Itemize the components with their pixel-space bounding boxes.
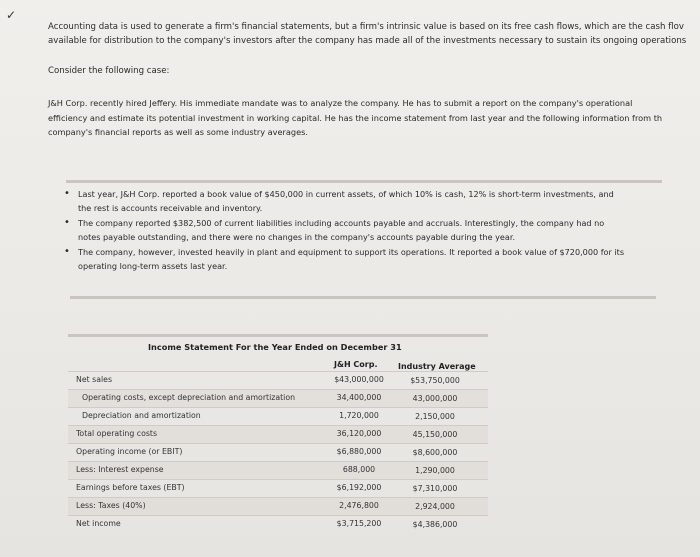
list-item	[60, 245, 660, 273]
industry-value: $4,386,000	[412, 520, 458, 529]
bullet-line: the rest is accounts receivable and inventory.	[78, 203, 263, 213]
company-value: 2,476,800	[339, 501, 379, 510]
industry-value: $8,600,000	[412, 448, 458, 457]
divider	[70, 296, 656, 299]
row-label: Operating costs, except depreciation and amortization	[82, 393, 296, 402]
divider	[66, 180, 662, 183]
table-row	[68, 461, 488, 479]
bullet-line: • The company, however, invested heavily in plant and equipment to support its operations. It reported a book value of $720,000 for its	[78, 247, 625, 257]
intro-line: Accounting data is used to generate a firm's financial statements, but a firm's intrinsic value is based on its free cash flows, which are the cash flov	[48, 22, 684, 32]
industry-value: 2,150,000	[415, 412, 455, 421]
row-label: Less: Interest expense	[76, 465, 164, 474]
industry-value: $7,310,000	[412, 484, 458, 493]
row-label: Operating income (or EBIT)	[76, 447, 183, 456]
table-row	[68, 497, 488, 515]
column-header-industry: Industry Average	[398, 362, 476, 371]
company-value: $6,880,000	[336, 447, 382, 456]
bullet-line: • The company reported $382,500 of current liabilities including accounts payable and accruals. Interestingly, the company had no	[78, 218, 605, 228]
company-value: 688,000	[342, 465, 376, 474]
row-label: Net income	[76, 519, 121, 528]
bullet-line: • Last year, J&H Corp. reported a book value of $450,000 in current assets, of which 10% is cash, 12% is short-term investments, and	[78, 189, 614, 199]
table-row	[68, 443, 488, 461]
industry-value: 1,290,000	[415, 466, 455, 475]
industry-value: 43,000,000	[412, 394, 458, 403]
case-line: company's financial reports as well as some industry averages.	[48, 127, 309, 137]
bullet-line: notes payable outstanding, and there were no changes in the company's accounts payable during the year.	[78, 232, 516, 242]
table-title: Income Statement For the Year Ended on December 31	[148, 342, 402, 352]
case-line: J&H Corp. recently hired Jeffery. His immediate mandate was to analyze the company. He has to submit a report on the company's operational	[48, 98, 633, 108]
row-label: Earnings before taxes (EBT)	[76, 483, 185, 492]
case-line: efficiency and estimate its potential investment in working capital. He has the income statement from last year and the following information from th	[48, 112, 663, 123]
industry-value: 45,150,000	[412, 430, 458, 439]
consider-label: Consider the following case:	[48, 66, 170, 76]
divider	[68, 334, 488, 337]
company-value: $43,000,000	[334, 375, 384, 384]
case-bullet-list	[60, 187, 660, 274]
list-item	[60, 187, 660, 215]
row-label: Depreciation and amortization	[82, 411, 201, 420]
list-item	[60, 216, 660, 244]
company-value: 36,120,000	[336, 429, 382, 438]
table-row	[68, 407, 488, 425]
intro-paragraph	[48, 20, 698, 48]
row-label: Total operating costs	[76, 429, 158, 438]
intro-line: available for distribution to the company's investors after the company has made all of the investments necessary to sustain its ongoing operations	[48, 36, 687, 46]
industry-value: $53,750,000	[410, 376, 460, 385]
company-value: 34,400,000	[336, 393, 382, 402]
industry-value: 2,924,000	[415, 502, 455, 511]
row-label: Less: Taxes (40%)	[76, 501, 146, 510]
check-icon: ✓	[6, 8, 17, 22]
company-value: $3,715,200	[336, 519, 382, 528]
table-row	[68, 371, 488, 389]
bullet-line: operating long-term assets last year.	[78, 261, 228, 271]
company-value: $6,192,000	[336, 483, 382, 492]
table-row	[68, 425, 488, 443]
table-row	[68, 389, 488, 407]
company-value: 1,720,000	[339, 411, 379, 420]
row-label: Net sales	[76, 375, 113, 384]
case-paragraph	[48, 96, 698, 140]
column-header-company: J&H Corp.	[334, 360, 378, 369]
table-row	[68, 515, 488, 533]
table-row	[68, 479, 488, 497]
